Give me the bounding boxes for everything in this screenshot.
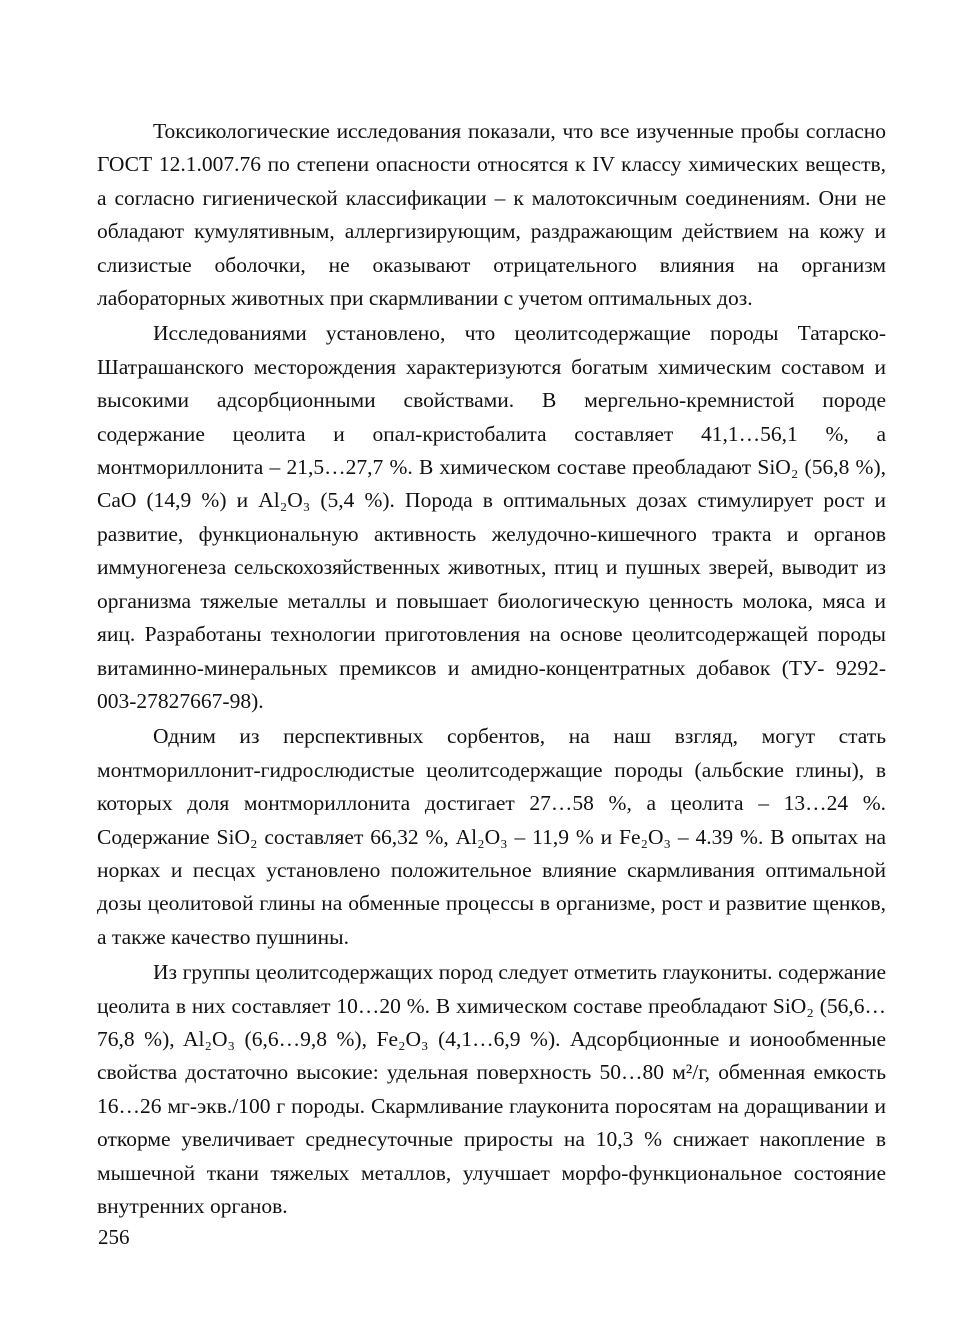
paragraph-glauconite: Из группы цеолитсодержащих пород следует отметить глаукониты. содержание цеолита в них составляет 10…20 %. В химическом составе преобладают SiO₂ (56,6…76,8 %), Al₂O₃ (6,6…9,8 %), Fe₂O₃ (4,1…6,9 %). Адсорбционные и ионообменные свойства достаточно высокие: удельная поверхность 50…80 м²/г, обменная емкость 16…26 мг-экв./100 г породы. Скармливание глауконита поросятам на доращивании и откорме увеличивает среднесуточные приросты на 10,3 % снижает накопление в мышечной ткани тяжелых металлов, улучшает морфо-функциональное состояние внутренних органов. — [97, 960, 886, 1218]
paragraph-montmorillonite: Одним из перспективных сорбентов, на наш взгляд, могут стать монтмориллонит-гидрослюдистые цеолитсодержащие породы (альбские глины), в которых доля монтмориллонита достигает 27…58 %, а цеолита – 13…24 %. Содержание SiO₂ составляет 66,32 %, Al₂O₃ – 11,9 % и Fe₂O₃ – 4.39 %. В опытах на норках и песцах установлено положительное влияние скармливания оптимальной дозы цеолитовой глины на обменные процессы в организме, рост и развитие щенков, а также качество пушнины. — [97, 724, 886, 949]
paragraph-tatar-deposit: Исследованиями установлено, что цеолитсодержащие породы Татарско-Шатрашанского месторождения характеризуются богатым химическим составом и высокими адсорбционными свойствами. В мергельно-кремнистой породе содержание цеолита и опал-кристобалита составляет 41,1…56,1 %, а монтмориллонита – 21,5…27,7 %. В химическом составе преобладают SiO₂ (56,8 %), CaO (14,9 %) и Al₂O₃ (5,4 %). Порода в оптимальных дозах стимулирует рост и развитие, функциональную активность желудочно-кишечного тракта и органов иммуногенеза сельскохозяйственных животных, птиц и пушных зверей, выводит из организма тяжелые металлы и повышает биологическую ценность молока, мяса и яиц. Разработаны технологии приготовления на основе цеолитсодержащей породы витаминно-минеральных премиксов и амидно-концентратных добавок (ТУ- 9292-003-27827667-98). — [97, 321, 886, 713]
paragraph-toxicology: Токсикологические исследования показали, что все изученные пробы согласно ГОСТ 12.1.007.76 по степени опасности относятся к IV классу химических веществ, а согласно гигиенической классификации – к малотоксичным соединениям. Они не обладают кумулятивным, аллергизирующим, раздражающим действием на кожу и слизистые оболочки, не оказывают отрицательного влияния на организм лабораторных животных при скармливании с учетом оптимальных доз. — [97, 119, 886, 311]
body-text — [97, 115, 886, 1223]
page-number: 256 — [98, 1225, 130, 1249]
